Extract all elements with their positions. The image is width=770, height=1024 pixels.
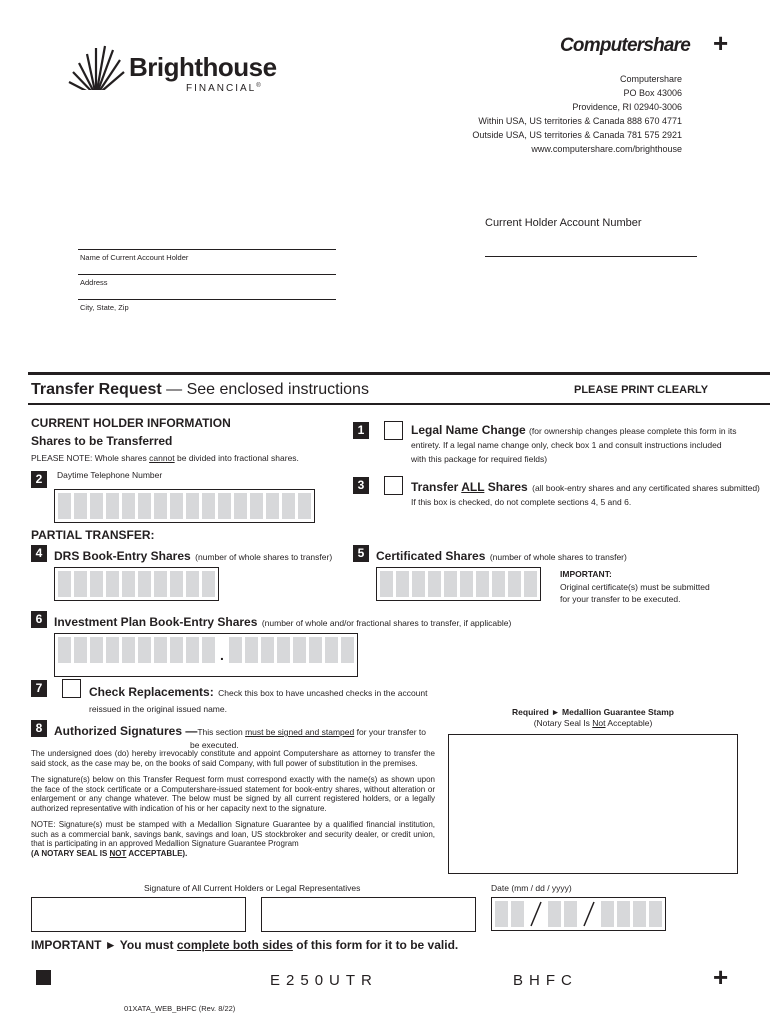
account-number-line[interactable]: [485, 256, 697, 257]
input-cell: [58, 571, 71, 597]
important-notice: [31, 938, 458, 952]
registration-mark-top: +: [713, 28, 729, 58]
section-8-text: [54, 722, 426, 751]
important-post: of this form for it to be valid.: [292, 938, 459, 952]
computershare-logo: Computershare: [560, 35, 691, 56]
shares-heading: Shares to be Transferred: [31, 434, 173, 448]
input-cell: [138, 637, 151, 663]
s8-desc-b: be executed.: [190, 740, 239, 750]
s1-desc-b: entirety. If a legal name change only, check box 1 and consult instructions included: [411, 440, 722, 450]
form-title-row: [31, 381, 369, 399]
city-line[interactable]: [78, 299, 336, 300]
sunburst-icon: [66, 42, 126, 100]
input-cell: [154, 571, 167, 597]
input-cell: [261, 637, 274, 663]
s1-desc-a: (for ownership changes please complete this form in its: [529, 426, 737, 436]
account-number-label: Current Holder Account Number: [485, 217, 642, 229]
para3-b-post: ACCEPTABLE).: [126, 848, 188, 858]
s8-desc-u: must be signed and stamped: [245, 727, 355, 737]
input-cell: [476, 571, 489, 597]
transfer-all-checkbox[interactable]: [384, 476, 403, 495]
input-cell: [138, 493, 151, 519]
address-line: www.computershare.com/brighthouse: [531, 144, 682, 154]
input-cell: [138, 571, 151, 597]
brand-sub: FINANCIAL: [186, 83, 257, 94]
input-cell: [649, 901, 662, 927]
address-line: PO Box 43006: [623, 88, 682, 98]
section-7-text: [89, 683, 428, 715]
address-line: Computershare: [619, 74, 682, 84]
section-3-number: 3: [353, 477, 369, 494]
signature-box-1[interactable]: [31, 897, 246, 932]
section-5-title-row: [376, 547, 627, 565]
input-cell: [380, 571, 393, 597]
input-cell: [186, 637, 199, 663]
form-code: E250UTR: [270, 972, 378, 989]
input-cell: [154, 637, 167, 663]
address-line: Outside USA, US territories & Canada 781 575 2921: [472, 130, 682, 140]
input-cell: [74, 571, 87, 597]
input-cell: [74, 493, 87, 519]
input-cell: [170, 493, 183, 519]
input-cell: [90, 493, 103, 519]
s4-title: DRS Book-Entry Shares: [54, 549, 191, 563]
title-rule-top: [28, 372, 770, 375]
input-cell: [186, 571, 199, 597]
s3-desc: (all book-entry shares and any certificated shares submitted): [532, 483, 760, 493]
input-cell: [154, 493, 167, 519]
input-cell: [341, 637, 354, 663]
current-holder-heading: CURRENT HOLDER INFORMATION: [31, 416, 231, 430]
s7-desc-a: Check this box to have uncashed checks in the account: [218, 688, 428, 698]
s8-desc-post: for your transfer to: [354, 727, 427, 737]
input-cell: [309, 637, 322, 663]
input-cell: [548, 901, 561, 927]
input-cell: [202, 637, 215, 663]
input-cell: [617, 901, 630, 927]
input-cell: [282, 493, 295, 519]
section-4-title-row: [54, 547, 332, 565]
s6-title: Investment Plan Book-Entry Shares: [54, 615, 258, 629]
section-6-number: 6: [31, 611, 47, 628]
para-3: NOTE: Signature(s) must be stamped with a Medallion Signature Guarantee by a qualified financial institution, such as a commercial bank, savings bank, savings and loan, US stockbroker and security dealer, or credit union, that is participating in an approved Medallion Signature Guarantee Program: [31, 820, 435, 848]
name-label: Name of Current Account Holder: [80, 253, 189, 262]
print-clearly: PLEASE PRINT CLEARLY: [574, 384, 709, 396]
s4-desc: (number of whole shares to transfer): [195, 552, 333, 562]
s1-desc-c: with this package for required fields): [411, 453, 548, 464]
address-line-field[interactable]: [78, 274, 336, 275]
input-cell: [229, 637, 242, 663]
important-u: complete both sides: [176, 938, 293, 952]
s5-desc: (number of whole shares to transfer): [489, 552, 627, 562]
para-1: The undersigned does (do) hereby irrevocably constitute and appoint Computershare as attorney to transfer the said stock, as the case may be, on the books of said Company, with full power of substitution in the premises.: [31, 749, 435, 768]
input-cell: [325, 637, 338, 663]
form-title-suffix: — See enclosed instructions: [161, 381, 369, 398]
input-cell: [524, 571, 537, 597]
input-cell: [106, 493, 119, 519]
city-label: City, State, Zip: [80, 303, 129, 312]
input-cell: [508, 571, 521, 597]
input-cell: [601, 901, 614, 927]
input-cell: [58, 493, 71, 519]
s8-title: Authorized Signatures —: [54, 724, 198, 738]
name-line[interactable]: [78, 249, 336, 250]
stamp-title: [448, 707, 738, 728]
brand-name: Brighthouse: [129, 52, 277, 82]
input-cell: [106, 571, 119, 597]
input-cell: [186, 493, 199, 519]
input-cell: [90, 571, 103, 597]
date-slash-icon: [580, 901, 598, 927]
note-pre: PLEASE NOTE: Whole shares: [31, 453, 150, 463]
note-u: cannot: [149, 453, 175, 463]
input-cell: [495, 901, 508, 927]
check-replacements-checkbox[interactable]: [62, 679, 81, 698]
legal-paragraphs: [31, 749, 435, 858]
input-cell: [492, 571, 505, 597]
whole-shares-note: [31, 453, 299, 464]
registration-mark-bottom: +: [713, 962, 729, 992]
title-rule-bottom: [28, 403, 770, 405]
section-5-number: 5: [353, 545, 369, 562]
s3-note: If this box is checked, do not complete sections 4, 5 and 6.: [411, 497, 632, 507]
signature-label: Signature of All Current Holders or Legal Representatives: [144, 883, 361, 893]
input-cell: [170, 571, 183, 597]
input-cell: [412, 571, 425, 597]
brighthouse-logo: [66, 42, 306, 102]
form-title: Transfer Request: [31, 381, 162, 398]
registration-square: [36, 970, 51, 985]
section-6-title-row: [54, 613, 511, 631]
signature-box-2[interactable]: [261, 897, 476, 932]
input-cell: [245, 637, 258, 663]
s6-desc: (number of whole and/or fractional shares to transfer, if applicable): [261, 618, 512, 628]
date-slash-icon: [527, 901, 545, 927]
input-cell: [277, 637, 290, 663]
input-cell: [444, 571, 457, 597]
certificated-shares-input[interactable]: [376, 567, 541, 601]
date-input[interactable]: [491, 897, 666, 931]
brand-code: BHFC: [513, 972, 578, 989]
section-1-number: 1: [353, 422, 369, 439]
para-2: The signature(s) below on this Transfer Request form must correspond exactly with the name(s) as shown upon the face of the stock certificate or a Computershare-issued statement for book-entry shares, without alteration or enlargement or any change whatever. The below must be signed by all current registered holders, or a legally authorized representative with indication of his or her capacity next to the signature.: [31, 775, 435, 813]
stamp-b-pre: (Notary Seal Is: [533, 717, 593, 728]
input-cell: [90, 637, 103, 663]
s5-important: [560, 569, 710, 605]
s3-title-u: ALL: [461, 480, 485, 494]
input-cell: [298, 493, 311, 519]
medallion-stamp-box[interactable]: [448, 734, 738, 874]
section-4-number: 4: [31, 545, 47, 562]
para-3-b: [31, 849, 435, 859]
input-cell: [460, 571, 473, 597]
input-cell: [122, 493, 135, 519]
input-cell: [74, 637, 87, 663]
input-cell: [170, 637, 183, 663]
input-cell: [633, 901, 646, 927]
section-3-text: [411, 478, 760, 496]
s5-important-title: IMPORTANT:: [560, 569, 612, 579]
partial-transfer-heading: PARTIAL TRANSFER:: [31, 528, 155, 542]
input-cell: [250, 493, 263, 519]
input-cell: [122, 637, 135, 663]
section-2-number: 2: [31, 471, 47, 488]
para3-b-u: NOT: [109, 848, 127, 858]
input-cell: [58, 637, 71, 663]
important-pre: IMPORTANT ► You must: [31, 938, 177, 952]
address-line: Providence, RI 02940-3006: [572, 102, 682, 112]
s8-desc-pre: This section: [197, 727, 246, 737]
stamp-b-post: Acceptable): [605, 717, 653, 728]
s7-title: Check Replacements:: [89, 685, 214, 699]
para3-b-pre: (A NOTARY SEAL IS: [31, 848, 110, 858]
stamp-b-u: Not: [592, 717, 606, 728]
note-post: be divided into fractional shares.: [174, 453, 299, 463]
section-1-text: [411, 423, 756, 464]
input-cell: [122, 571, 135, 597]
input-cell: [511, 901, 524, 927]
input-cell: [218, 493, 231, 519]
input-cell: [266, 493, 279, 519]
legal-name-change-checkbox[interactable]: [384, 421, 403, 440]
telephone-input[interactable]: [54, 489, 315, 523]
cs-address: [472, 72, 682, 156]
input-cell: [564, 901, 577, 927]
input-cell: [234, 493, 247, 519]
input-cell: [396, 571, 409, 597]
section-7-number: 7: [31, 680, 47, 697]
address-label: Address: [80, 278, 108, 287]
s5-imp-b: for your transfer to be executed.: [560, 594, 681, 605]
address-line: Within USA, US territories & Canada 888 670 4771: [478, 116, 682, 126]
input-cell: [428, 571, 441, 597]
brand-reg: ®: [256, 83, 261, 89]
input-cell: [202, 493, 215, 519]
section-8-number: 8: [31, 720, 47, 737]
input-cell: [202, 571, 215, 597]
legal-name-change-title: Legal Name Change: [411, 423, 526, 437]
input-cell: [106, 637, 119, 663]
input-cell: [293, 637, 306, 663]
s7-desc-b: reissued in the original issued name.: [89, 704, 227, 714]
s5-imp-a: Original certificate(s) must be submitted: [560, 581, 710, 592]
s3-title-post: Shares: [484, 480, 528, 494]
s3-title-pre: Transfer: [411, 480, 462, 494]
date-label: Date (mm / dd / yyyy): [491, 883, 572, 893]
drs-shares-input[interactable]: [54, 567, 219, 601]
revision-code: 01XATA_WEB_BHFC (Rev. 8/22): [124, 1004, 236, 1013]
decimal-point: .: [220, 647, 224, 663]
stamp-title-a: Required ► Medallion Guarantee Stamp: [512, 707, 674, 717]
s5-title: Certificated Shares: [376, 549, 486, 563]
brand-sub-row: [186, 83, 261, 94]
telephone-label: Daytime Telephone Number: [57, 470, 163, 480]
investment-plan-shares-input[interactable]: [54, 633, 358, 677]
